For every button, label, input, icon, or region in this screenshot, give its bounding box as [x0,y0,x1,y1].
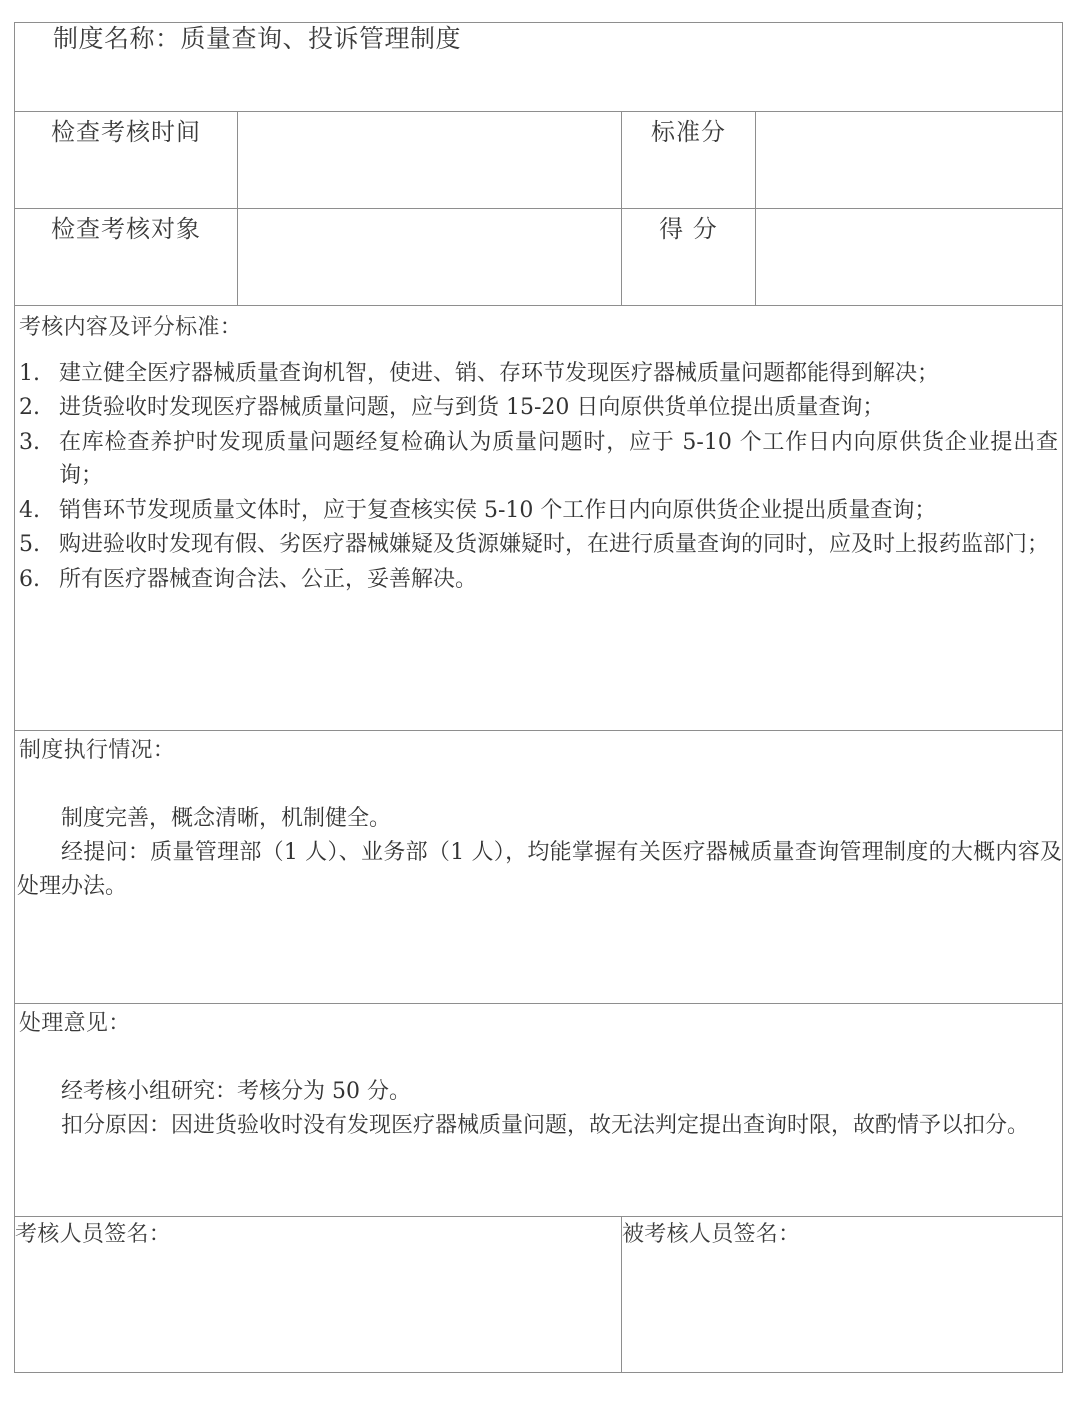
assessor-signature-cell[interactable] [15,1217,622,1373]
signature-row [15,1217,1063,1373]
opinion-cell[interactable] [15,1004,1063,1217]
execution-paragraph: 经提问：质量管理部（1 人）、业务部（1 人），均能掌握有关医疗器械质量查询管理制度的大概内容及处理办法。 [17,840,1063,900]
opinion-spacer [15,1037,1062,1075]
execution-paragraph: 制度完善，概念清晰，机制健全。 [61,806,392,831]
execution-cell[interactable] [15,731,1063,1004]
opinion-heading: 处理意见： [19,1011,131,1036]
execution-heading: 制度执行情况： [19,738,176,763]
header-row-subject [15,209,1063,306]
list-item: 进货验收时发现医疗器械质量问题，应与到货 15-20 日向原供货单位提出质量查询； [59,395,885,421]
list-item: 所有医疗器械查询合法、公正，妥善解决。 [59,566,478,592]
assessment-form-table [14,22,1063,1373]
assessed-signature-label: 被考核人员签名： [622,1222,801,1247]
list-item: 购进验收时发现有假、劣医疗器械嫌疑及货源嫌疑时，在进行质量查询的同时，应及时上报药监部门； [59,532,1050,558]
opinion-paragraph: 扣分原因：因进货验收时没有发现医疗器械质量问题，故无法判定提出查询时限，故酌情予以扣分。 [61,1113,1030,1139]
execution-spacer [15,764,1062,802]
opinion-paragraph: 经考核小组研究：考核分为 50 分。 [61,1079,411,1104]
field-standard-score-value[interactable] [756,112,1063,209]
criteria-cell [15,306,1063,731]
opinion-row [15,1004,1063,1217]
field-obtained-score-value[interactable] [756,209,1063,306]
field-check-subject-value[interactable] [238,209,622,306]
list-item: 销售环节发现质量文体时，应于复查核实侯 5-10 个工作日内向原供货企业提出质量查询； [59,497,937,523]
criteria-list [15,357,1062,596]
assessor-signature-label: 考核人员签名： [15,1222,172,1247]
label-check-subject: 检查考核对象 [15,209,238,306]
list-item: 在库检查养护时发现质量问题经复检确认为质量问题时，应于 5-10 个工作日内向原供货企业提出查询； [59,429,1059,489]
label-standard-score: 标准分 [622,112,756,209]
field-check-time-value[interactable] [238,112,622,209]
criteria-heading: 考核内容及评分标准： [19,315,243,340]
label-check-time: 检查考核时间 [15,112,238,209]
criteria-row [15,306,1063,731]
title-cell [15,23,1063,112]
assessed-signature-cell[interactable] [622,1217,1063,1373]
title-row [15,23,1063,112]
page-title: 制度名称：质量查询、投诉管理制度 [53,24,462,53]
header-row-time [15,112,1063,209]
label-obtained-score: 得 分 [622,209,756,306]
list-item: 建立健全医疗器械质量查询机智，使进、销、存环节发现医疗器械质量问题都能得到解决； [59,361,940,386]
execution-row [15,731,1063,1004]
